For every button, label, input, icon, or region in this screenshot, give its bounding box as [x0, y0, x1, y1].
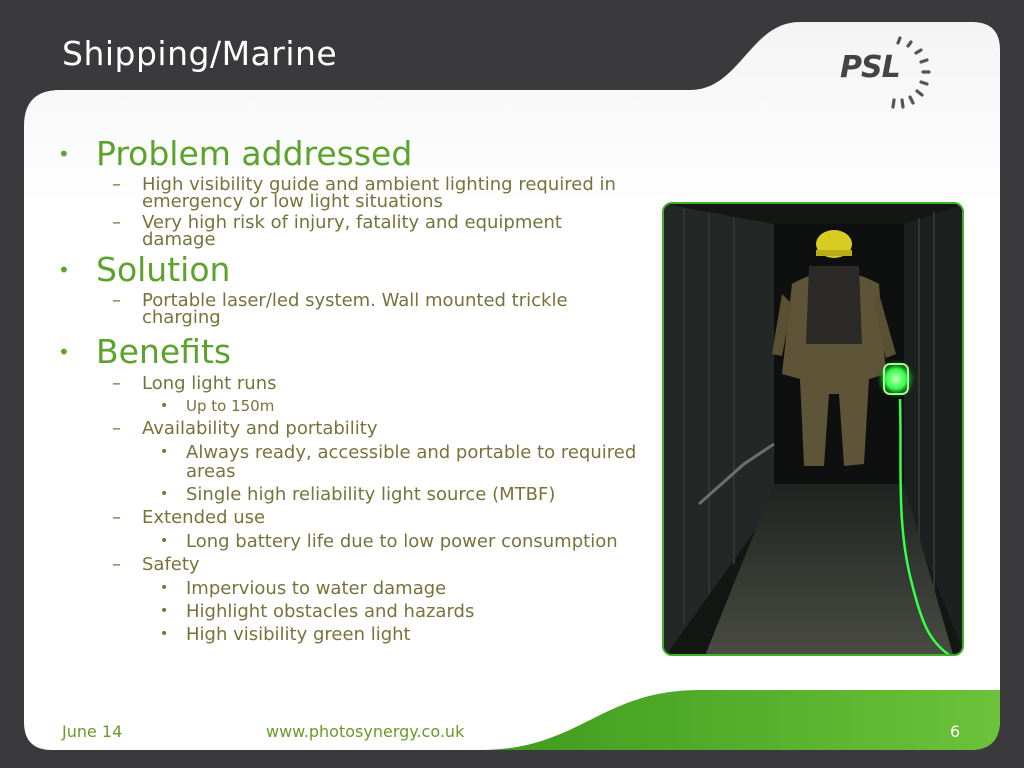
firefighter-photo: [662, 202, 964, 656]
sub-list-item: • Impervious to water damage: [160, 578, 447, 599]
section-heading: • Benefits: [58, 332, 232, 371]
footer-date: June 14: [62, 722, 123, 741]
list-item: – Very high risk of injury, fatality and equipment damage: [112, 212, 562, 250]
slide-content: [58, 132, 638, 644]
sub-list-item: • Single high reliability light source (MTBF): [160, 484, 556, 505]
list-item: – High visibility guide and ambient lighting required in emergency or low light situations: [112, 174, 616, 212]
section-heading: • Solution: [58, 250, 231, 289]
list-item: – Safety: [112, 554, 200, 575]
list-item: – Portable laser/led system. Wall mounted trickle charging: [112, 290, 568, 328]
sub-list-item: • Always ready, accessible and portable to required areas: [160, 442, 637, 482]
list-item: – Extended use: [112, 507, 266, 528]
sub-list-item: • Highlight obstacles and hazards: [160, 601, 475, 622]
slide-title: Shipping/Marine: [62, 34, 338, 73]
section-heading: • Problem addressed: [58, 134, 413, 173]
list-item: – Availability and portability: [112, 418, 378, 439]
sub-list-item: • High visibility green light: [160, 624, 411, 645]
page-number: 6: [950, 722, 961, 741]
corridor-image: [664, 204, 964, 656]
logo-text: PSL: [840, 50, 900, 85]
sub-list-item: • Up to 150m: [160, 397, 275, 415]
list-item: – Long light runs: [112, 373, 277, 394]
psl-logo: [836, 36, 940, 118]
footer-url[interactable]: www.photosynergy.co.uk: [266, 722, 465, 741]
sub-list-item: • Long battery life due to low power consumption: [160, 531, 618, 552]
